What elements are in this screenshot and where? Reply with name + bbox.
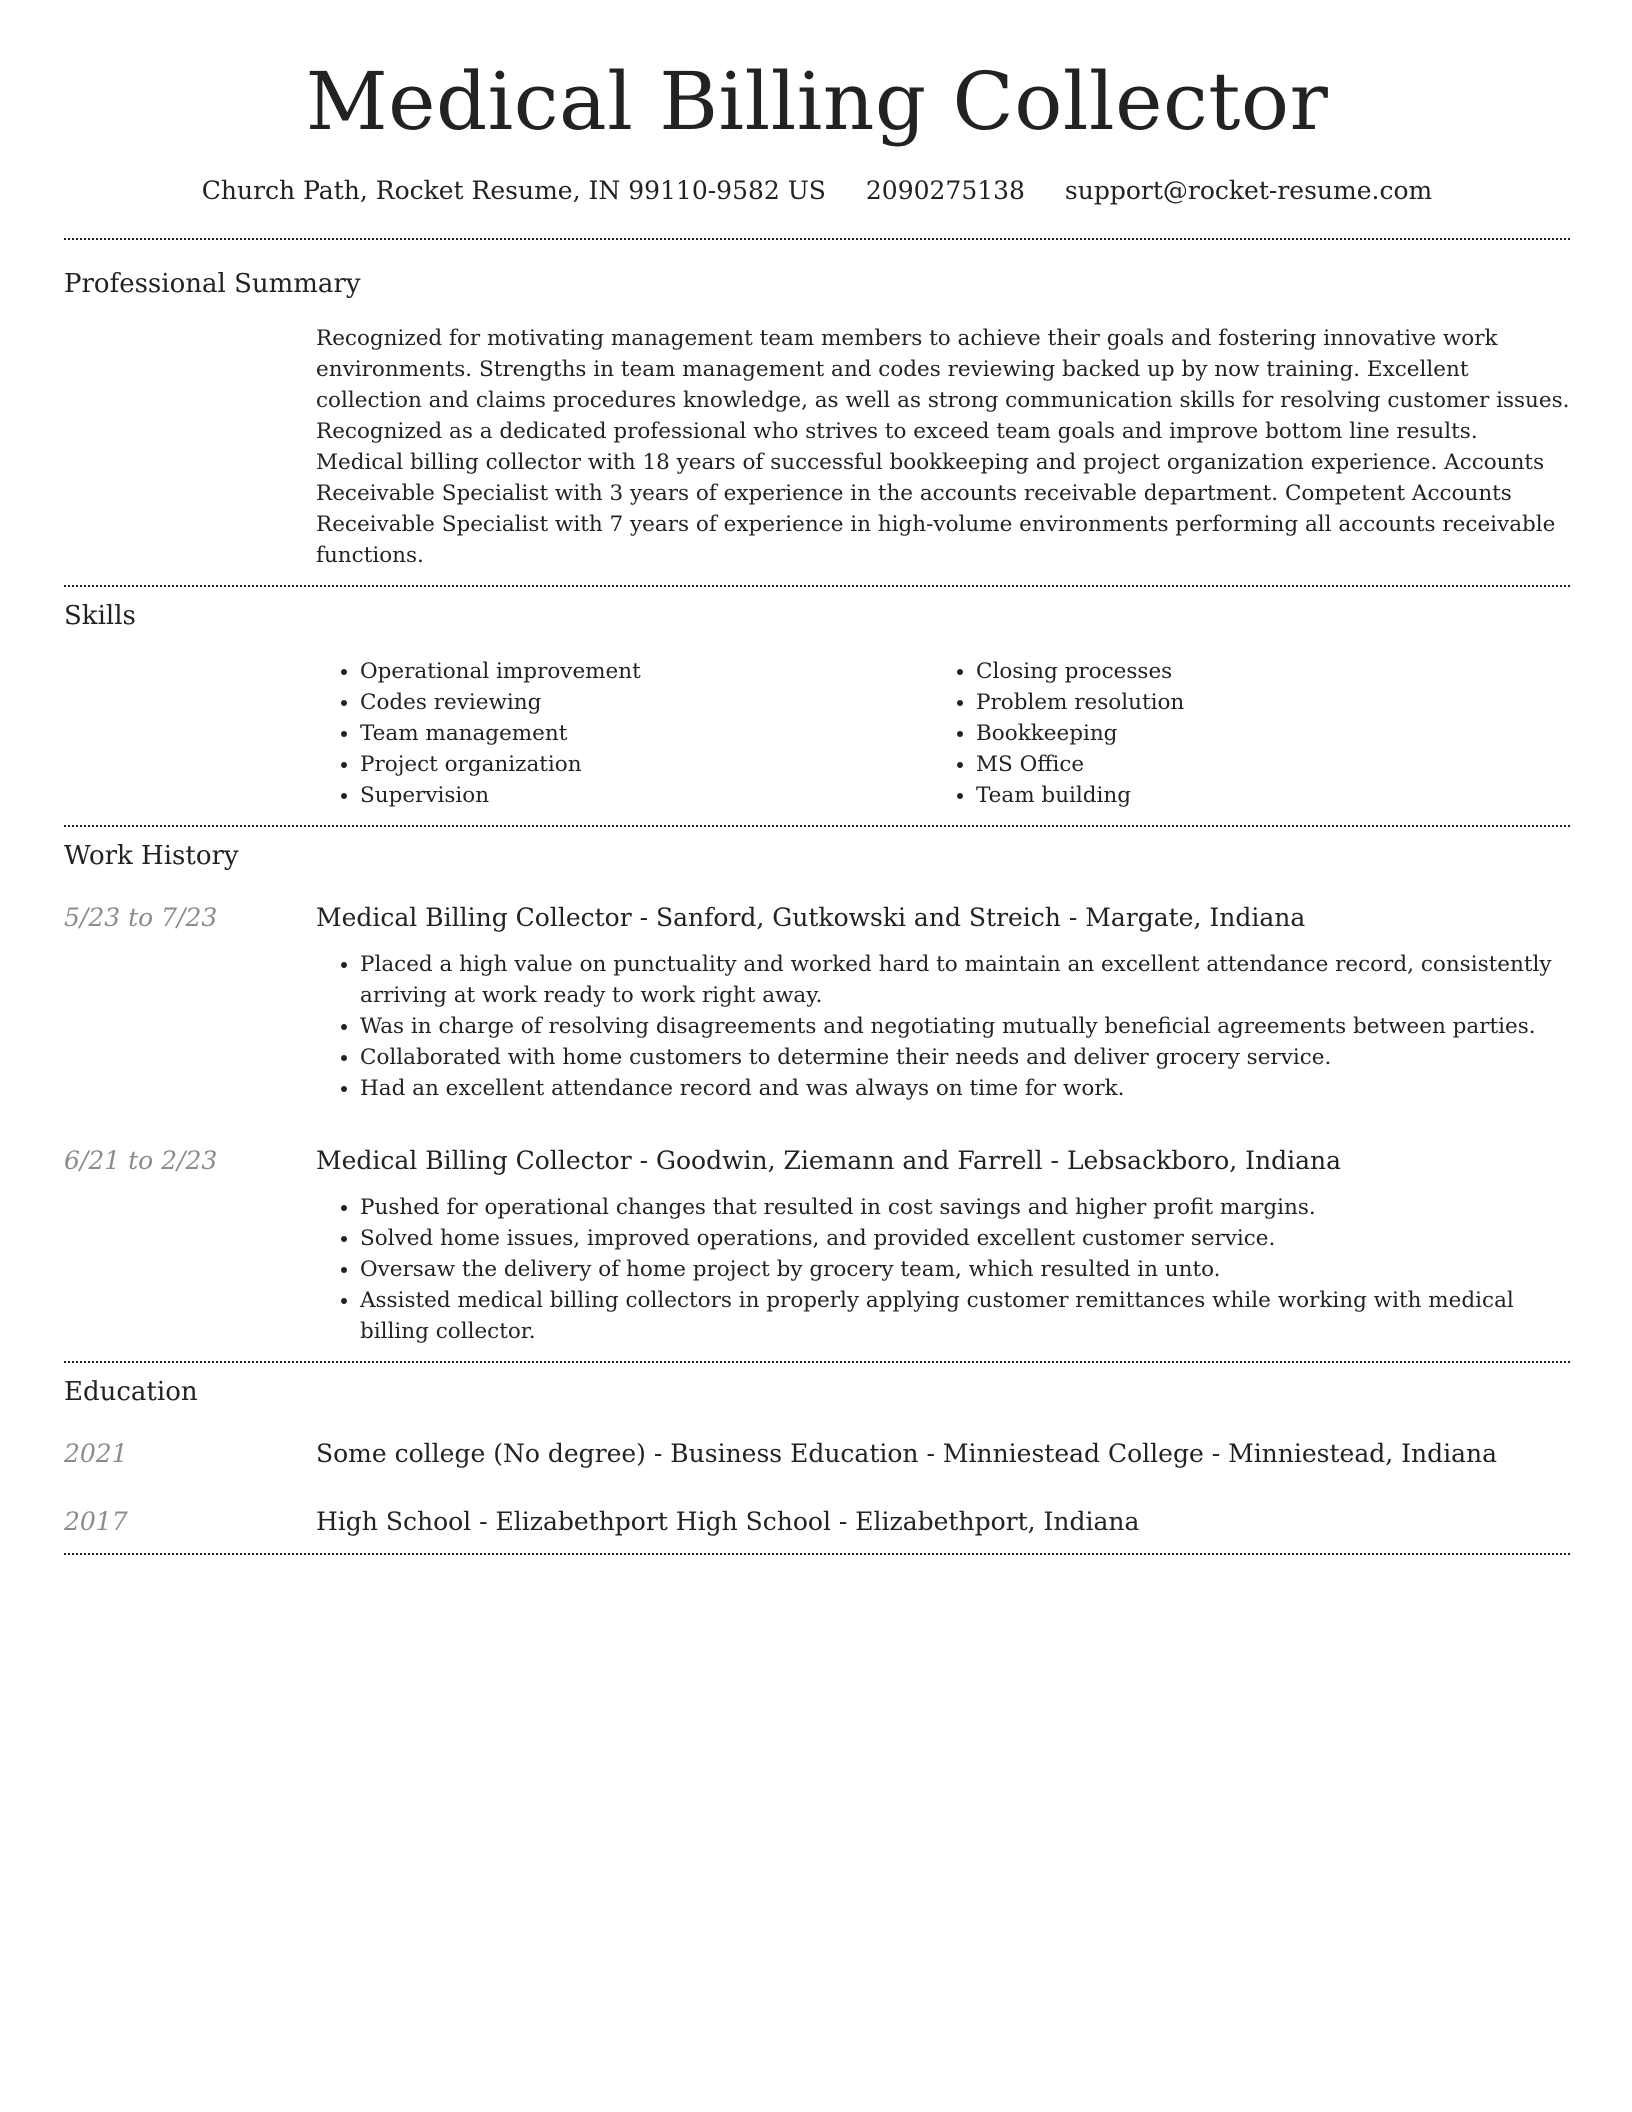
education-year: 2021 [64, 1439, 128, 1468]
contact-phone: 2090275138 [865, 176, 1025, 205]
job-bullet: • Placed a high value on punctuality and worked hard to maintain an excellent attendance record, consistently arriving at work ready to work right away. [360, 949, 1570, 1011]
skill-item: • Closing processes [976, 656, 1548, 687]
skill-item: • Bookkeeping [976, 718, 1548, 749]
summary-title: Professional Summary [64, 269, 361, 299]
work-section [64, 839, 1570, 1361]
job-bullet: • Assisted medical billing collectors in properly applying customer remittances while working with medical billing collector. [360, 1285, 1570, 1347]
education-entry [64, 1505, 1570, 1539]
skill-item: • Project organization [360, 749, 932, 780]
education-entry [64, 1437, 1570, 1471]
job-employer: - Goodwin, Ziemann and Farrell - Lebsackboro, Indiana [631, 1146, 1342, 1175]
job-bullet: • Had an excellent attendance record and was always on time for work. [360, 1073, 1570, 1104]
skills-title: Skills [64, 601, 136, 631]
section-divider [64, 1553, 1570, 1555]
section-divider [64, 238, 1570, 240]
job-heading [316, 901, 1570, 935]
job-heading [316, 1144, 1570, 1178]
job-title: Medical Billing Collector [316, 903, 632, 932]
candidate-name: Medical Billing Collector [305, 55, 1329, 148]
skills-section [64, 599, 1570, 811]
section-divider [64, 1361, 1570, 1363]
education-title: Education [64, 1377, 198, 1407]
job-bullet: • Solved home issues, improved operations, and provided excellent customer service. [360, 1223, 1570, 1254]
skill-item: • Codes reviewing [360, 687, 932, 718]
job-title: Medical Billing Collector [316, 1146, 632, 1175]
section-divider [64, 585, 1570, 587]
summary-text: Recognized for motivating management team members to achieve their goals and fostering innovative work environments. Strengths in team management and codes reviewing backed up by now training. Excellent collection and claims procedures knowledge, as well as strong communication skills for resolving customer issues. Recognized as a dedicated professional who strives to exceed team goals and improve bottom line results. Medical billing collector with 18 years of successful bookkeeping and project organization experience. Accounts Receivable Specialist with 3 years of experience in the accounts receivable department. Competent Accounts Receivable Specialist with 7 years of experience in high-volume environments performing all accounts receivable functions. [316, 326, 1570, 568]
skill-item: • Problem resolution [976, 687, 1548, 718]
job-bullet: • Oversaw the delivery of home project by grocery team, which resulted in unto. [360, 1254, 1570, 1285]
contact-email: support@rocket-resume.com [1064, 176, 1433, 205]
education-body [316, 1505, 1570, 1539]
education-school: - Minniestead College - Minniestead, Indiana [918, 1439, 1498, 1468]
section-divider [64, 825, 1570, 827]
job-bullets [316, 1192, 1570, 1347]
job-entry [64, 901, 1570, 1104]
job-body [316, 901, 1570, 1104]
skill-item: • Supervision [360, 780, 932, 811]
skill-item: • MS Office [976, 749, 1548, 780]
education-school: - Elizabethport High School - Elizabethport, Indiana [471, 1507, 1140, 1536]
job-bullet: • Collaborated with home customers to determine their needs and deliver grocery service. [360, 1042, 1570, 1073]
education-body [316, 1437, 1570, 1471]
spacer [64, 1347, 1570, 1361]
skill-item: • Team management [360, 718, 932, 749]
contact-address: Church Path, Rocket Resume, IN 99110-9582 US [201, 176, 826, 205]
skill-item: • Operational improvement [360, 656, 932, 687]
education-year: 2017 [64, 1507, 128, 1536]
job-body [316, 1144, 1570, 1347]
work-title: Work History [64, 841, 239, 871]
job-bullet: • Pushed for operational changes that resulted in cost savings and higher profit margins. [360, 1192, 1570, 1223]
education-heading [316, 1505, 1570, 1539]
summary-section [64, 267, 1570, 571]
education-section [64, 1375, 1570, 1553]
education-degree: High School [316, 1507, 472, 1536]
skills-column-right [932, 656, 1548, 811]
contact-line [64, 174, 1570, 208]
job-dates: 6/21 to 2/23 [64, 1146, 218, 1175]
skills-list [316, 656, 1570, 811]
job-dates: 5/23 to 7/23 [64, 903, 218, 932]
resume-page [64, 0, 1570, 1555]
education-degree: Some college (No degree) - Business Education [316, 1439, 919, 1468]
spacer [64, 1539, 1570, 1553]
skills-column-left [316, 656, 932, 811]
education-heading [316, 1437, 1570, 1471]
skill-item: • Team building [976, 780, 1548, 811]
job-employer: - Sanford, Gutkowski and Streich - Margate, Indiana [631, 903, 1306, 932]
job-bullets [316, 949, 1570, 1104]
job-entry [64, 1144, 1570, 1347]
job-bullet: • Was in charge of resolving disagreements and negotiating mutually beneficial agreements between parties. [360, 1011, 1570, 1042]
